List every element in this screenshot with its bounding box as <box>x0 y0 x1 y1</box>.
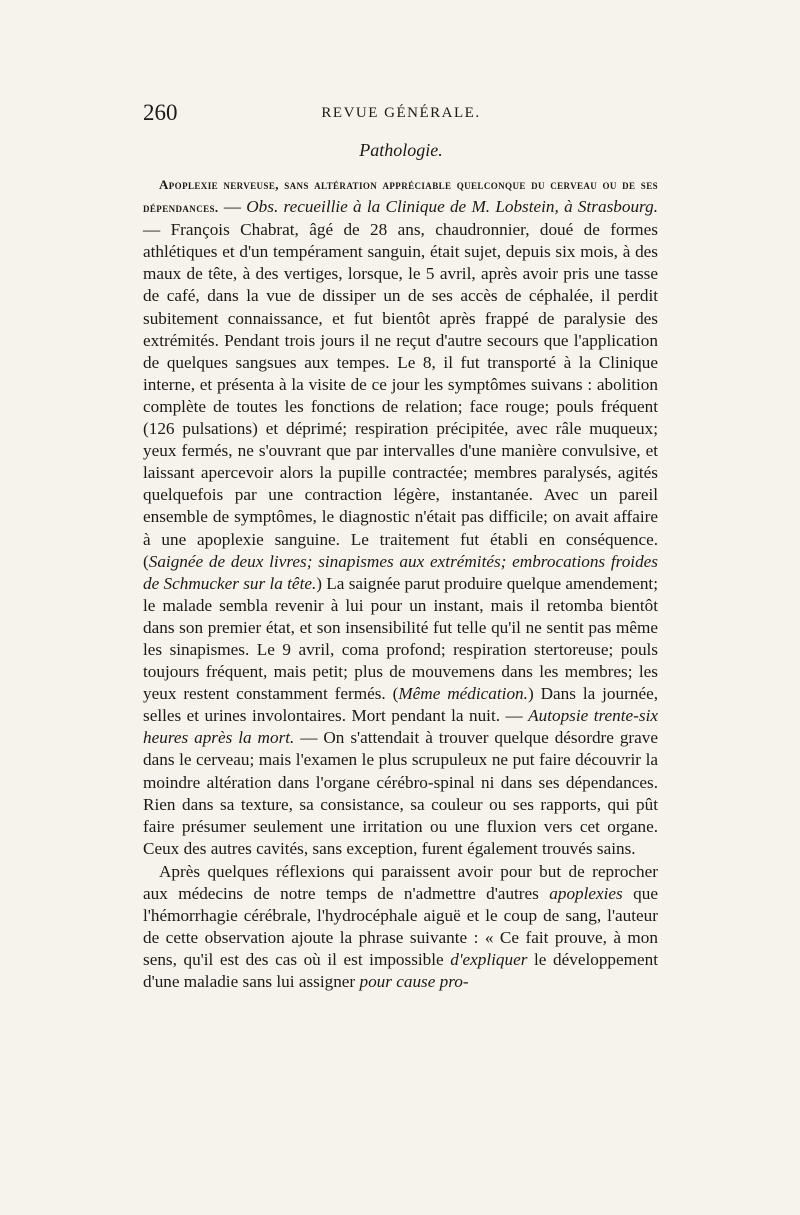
paragraph-observation <box>143 173 658 860</box>
treatment-italic: Saignée de deux livres; sinapismes aux extrémités; embrocations froides de Schmucker sur la tête. <box>143 551 658 593</box>
expliquer-italic: d'expliquer <box>450 950 528 970</box>
page-number: 260 <box>143 100 178 125</box>
article-heading: Apoplexie nerveuse, sans altération appréciable quelconque du cerveau ou de ses dépendances. <box>143 177 658 216</box>
cause-italic: pour cause pro- <box>359 972 469 992</box>
section-title: Pathologie. <box>359 140 443 160</box>
text-run: que l'hémorrhagie cérébrale, l'hydrocéphale aiguë et le coup de sang, l'auteur de cette observation ajoute la phrase suivante : « Ce fait prouve, à mon sens, qu'il est des cas où il est impossible <box>143 884 658 970</box>
article-body <box>143 173 658 993</box>
journal-title: REVUE GÉNÉRALE. <box>321 105 481 121</box>
text-run: — On s'attendait à trouver quelque désordre grave dans le cerveau; mais l'examen le plus scrupuleux ne put faire découvrir la moindre altération dans l'organe cérébro-spinal ni dans ses dépendances. Rien dans sa texture, sa consistance, sa couleur ou ses rapports, qui pût faire présumer seulement une irritation ou une fluxion vers cet organe. Ceux des autres cavités, sans exception, furent également trouvés sains. <box>143 728 658 858</box>
paragraph-commentary <box>143 861 658 994</box>
text-run: — François Chabrat, âgé de 28 ans, chaudronnier, doué de formes athlétiques et d'un tempérament sanguin, était sujet, depuis six mois, à des maux de tête, à des vertiges, lorsque, le 5 avril, après avoir pris une tasse de café, dans la vue de dissiper un de ses accès de céphalée, il perdit subitement connaissance, et fut bientôt après frappé de paralysie des extrémités. Pendant trois jours il ne reçut d'autre secours que l'application de quelques sangsues aux tempes. Le 8, il fut transporté à la Clinique interne, et présenta à la visite de ce jour les symptômes suivans : abolition complète de toutes les fonctions de relation; face rouge; pouls fréquent (126 pulsations) et déprimé; respiration précipitée, avec râle muqueux; yeux fermés, ne s'ouvrant que par intervalles d'une manière convulsive, et laissant apercevoir alors la pupille contractée; membres paralysés, agités quelquefois par une contraction légère, instantanée. Avec un pareil ensemble de symptômes, le diagnostic n'était pas difficile; on avait affaire à une apoplexie sanguine. Le traitement fut établi en conséquence. ( <box>143 220 658 571</box>
running-head <box>143 100 659 130</box>
apoplexies-italic: apoplexies <box>549 884 623 903</box>
text-run: ) Dans la journée, selles et urines involontaires. Mort pendant la nuit. — <box>143 684 658 726</box>
article-source: Obs. recueillie à la Clinique de M. Lobstein, à Strasbourg. <box>246 197 658 217</box>
text-run: Après quelques réflexions qui paraissent avoir pour but de reprocher aux médecins de notre temps de n'admettre d'autres <box>143 861 658 903</box>
medication-italic: Même médication. <box>398 684 528 704</box>
text-run: ) La saignée parut produire quelque amendement; le malade sembla revenir à lui pour un instant, mais il retomba bientôt dans son premier état, et son insensibilité fut telle qu'il ne sentit pas même les sinapismes. Le 9 avril, coma profond; respiration stertoreuse; pouls toujours fréquent, mais petit; plus de mouvemens dans les membres; les yeux restent constamment fermés. ( <box>143 573 658 704</box>
text-run: le développement d'une maladie sans lui assigner <box>143 950 659 992</box>
source-dash: — <box>218 197 247 217</box>
autopsy-italic: Autopsie trente-six heures après la mort. <box>143 706 658 748</box>
